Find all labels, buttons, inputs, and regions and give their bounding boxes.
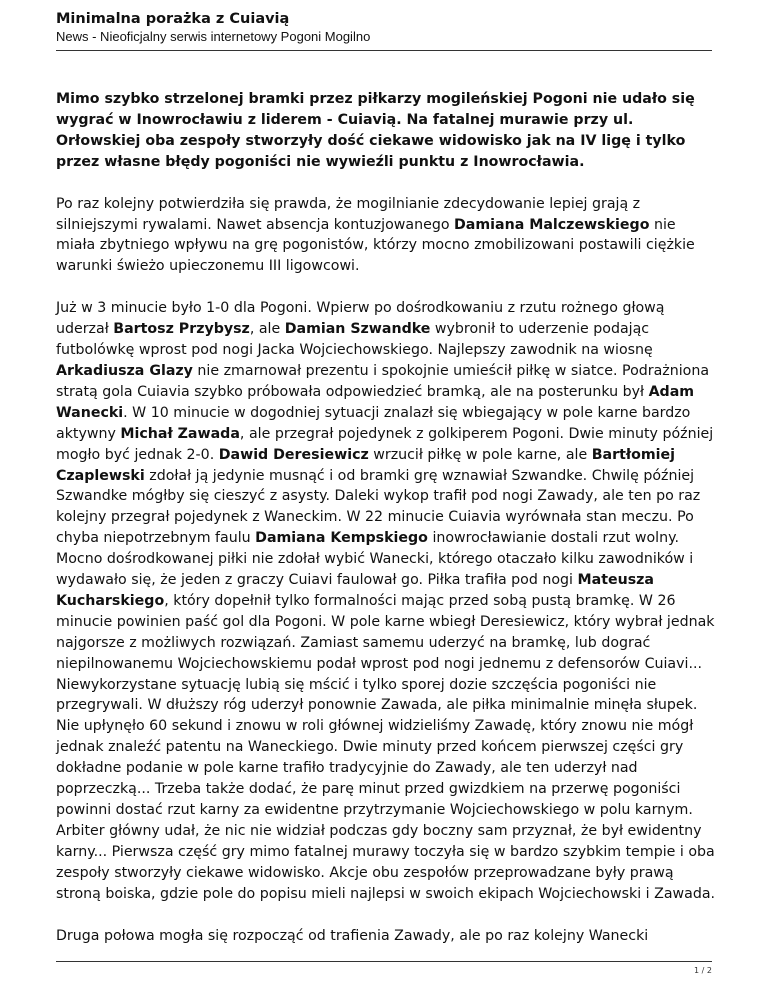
text-run: nie miała zbytniego wpływu na grę pogonistów, którzy mocno zmobilizowani postawili ciężkie warunki świeżo upieczonemu III ligowcowi. — [56, 216, 695, 275]
text-run: . W 10 minucie w dogodniej sytuacji znalazł się wbiegający w pole karne bardzo aktywny — [56, 404, 691, 442]
text-run: Po raz kolejny potwierdziła się prawda, że mogilnianie zdecydowanie lepiej grają z silniejszymi rywalami. Nawet absencja kontuzjowanego — [56, 195, 641, 233]
player-name: Michał Zawada — [120, 425, 240, 442]
header-divider — [56, 50, 712, 51]
site-subtitle: News - Nieoficjalny serwis internetowy Pogoni Mogilno — [56, 29, 371, 44]
page-header — [56, 10, 712, 45]
text-run: zdołał ją jedynie musnąć i od bramki grę wznawiał Szwandke. Chwilę później Szwandke mógłby się cieszyć z asysty. Daleki wykop trafił pod nogi Zawady, ale ten po raz kolejny przegrał pojedynek z Waneckim. W 22 minucie Cuiavia wyrównała stan meczu. Po chyba niepotrzebnym faulu — [56, 467, 701, 547]
page-number: 1 / 2 — [694, 966, 712, 975]
player-name: Bartłomiej Czaplewski — [56, 446, 676, 484]
text-run: Już w 3 minucie było 1-0 dla Pogoni. Wpierw po dośrodkowaniu z rzutu rożnego głową uderzał — [56, 300, 665, 338]
player-name: Damiana Kempskiego — [255, 530, 428, 547]
text-run: wybronił to uderzenie podając futbolówkę wprost pod nogi Jacka Wojciechowskiego. Najlepszy zawodnik na wiosnę — [56, 321, 653, 359]
player-name: Adam Wanecki — [56, 383, 695, 421]
player-name: Mateusza Kucharskiego — [56, 572, 654, 609]
text-run: , ale przegrał pojedynek z golkiperem Pogoni. Dwie minuty później mogło być jednak 2-0. — [56, 425, 714, 463]
player-name: Damiana Malczewskiego — [454, 216, 650, 233]
article-body — [56, 89, 716, 967]
footer-divider — [56, 961, 712, 962]
text-run: , który dopełnił tylko formalności mając przed sobą pustą bramkę. W 26 minucie powinien paść gol dla Pogoni. W pole karne wbiegł Deresiewicz, który wybrał jednak najgorsze z możliwych rozwiązań. Zamiast samemu uderzyć na bramkę, lub dograć niepilnowanemu Wojciechowskiemu podał wprost pod nogi jednemu z defensorów Cuiavi... Niewykorzystane sytuację lubią się mścić i tylko sporej dozie szczęścia pogoniści nie przegrywali. W dłuższy róg uderzył ponownie Zawada, ale piłka minimalnie minęła słupek. Nie upłynęło 60 sekund i znowu w roli głównej widzieliśmy Zawadę, który znowu nie mógł jednak znaleźć patentu na Waneckiego. Dwie minuty przed końcem pierwszej części gry dokładne podanie w pole karne trafiło tradycyjnie do Zawady, ale ten uderzył nad poprzeczką... Trzeba także dodać, że parę minut przed gwizdkiem na przerwę pogoniści powinni dostać rzut karny za ewidentne przytrzymanie Wojciechowskiego w polu karnym. Arbiter główny udał, że nic nie widział podczas gdy boczny sam przyznał, że był ewidentny karny... Pierwsza część gry mimo fatalnej murawy toczyła się w bardzo szybkim tempie i oba zespoły stworzyły ciekawe widowisko. Akcje obu zespołów przeprowadzane były prawą stroną boiska, gdzie pole do popisu mieli najlepsi w swoich ekipach Wojciechowski i Zawada. — [56, 592, 716, 902]
article-paragraph-3 — [56, 926, 716, 947]
player-name: Dawid Deresiewicz — [218, 446, 369, 463]
player-name: Damian Szwandke — [284, 321, 431, 338]
player-name: Arkadiusza Glazy — [56, 362, 193, 379]
text-run: , ale — [249, 321, 285, 338]
text-run: Druga połowa mogła się rozpocząć od trafienia Zawady, ale po raz kolejny Wanecki — [56, 927, 649, 944]
article-lead: Mimo szybko strzelonej bramki przez piłkarzy mogileńskiej Pogoni nie udało się wygrać w Inowrocławiu z liderem - Cuiavią. Na fatalnej murawie przy ul. Orłowskiej oba zespoły stworzyły dość ciekawe widowisko jak na IV ligę i tylko przez własne błędy pogoniści nie wywieźli punktu z Inowrocławia. — [56, 91, 695, 170]
article-paragraph-1 — [56, 194, 716, 278]
text-run: inowrocławianie dostali rzut wolny. Mocno dośrodkowanej piłki nie zdołał wybić Wanecki, którego otaczało kilku zawodników i wydawało się, że jeden z graczy Cuiavi faulował go. Piłka trafiła pod nogi — [56, 530, 694, 589]
text-run: wrzucił piłkę w pole karne, ale — [368, 446, 592, 463]
player-name: Bartosz Przybysz — [113, 321, 250, 338]
text-run: nie zmarnował prezentu i spokojnie umieścił piłkę w siatce. Podrażniona stratą gola Cuiavia szybko próbowała odpowiedzieć bramką, ale na posterunku był — [56, 362, 710, 400]
article-paragraph-2 — [56, 298, 716, 904]
article-title: Minimalna porażka z Cuiavią — [56, 11, 290, 27]
